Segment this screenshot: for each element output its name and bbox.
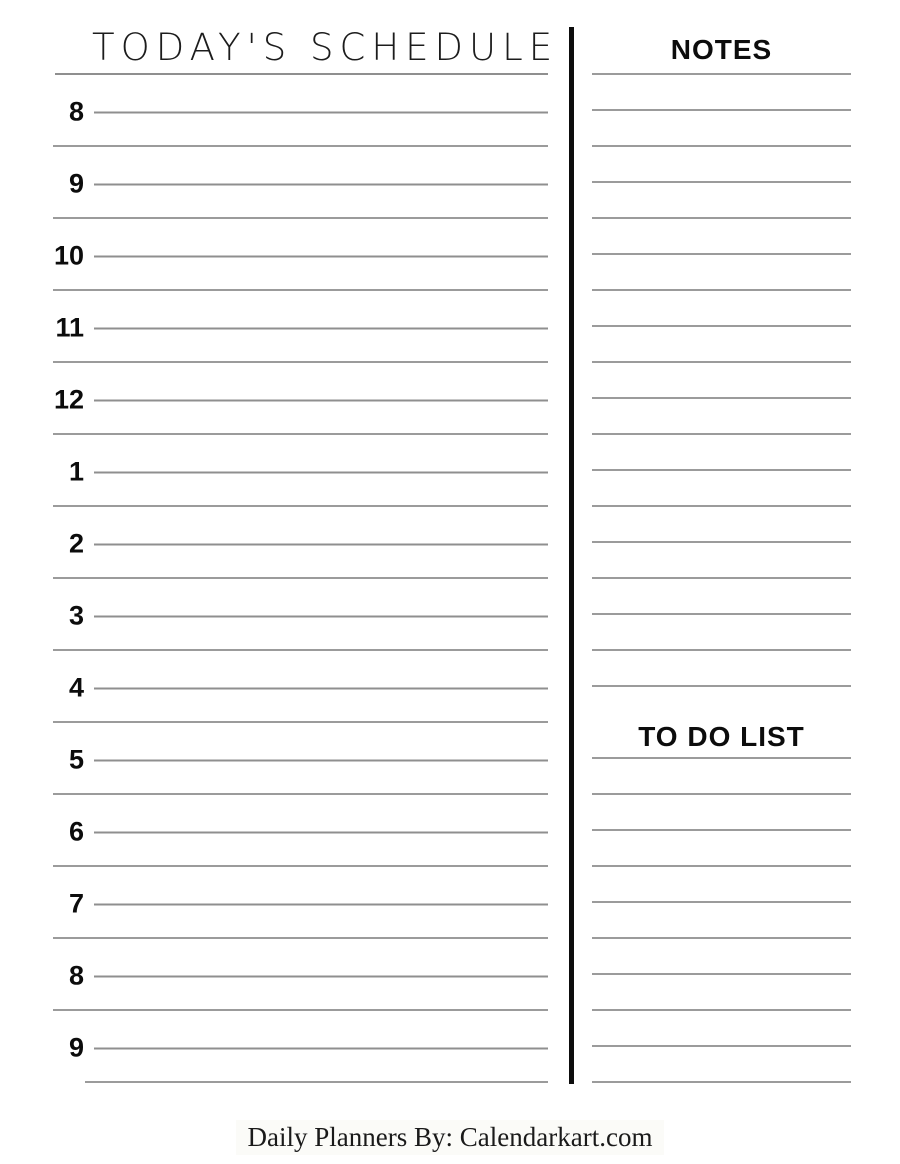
todo-ruled-line (592, 1047, 851, 1083)
hour-entry-line (94, 183, 548, 185)
todo-ruled-line (592, 831, 851, 867)
hour-entry-line (94, 759, 548, 761)
hour-label: 10 (53, 240, 84, 271)
hour-line-row (40, 528, 548, 559)
hour-line-row (40, 672, 548, 703)
notes-ruled-line (592, 291, 851, 327)
todo-ruled-line (592, 1011, 851, 1047)
schedule-hour-row (40, 147, 548, 219)
hour-line-row (40, 960, 548, 991)
hour-line-row (40, 888, 548, 919)
hour-line-row (40, 312, 548, 343)
schedule-hour-row (40, 363, 548, 435)
schedule-hour-row (40, 507, 548, 579)
hour-label: 1 (68, 456, 84, 487)
schedule-hour-row (40, 939, 548, 1011)
notes-ruled-line (592, 543, 851, 579)
notes-lines (592, 75, 851, 687)
hour-entry-line (94, 903, 548, 905)
hour-label: 2 (68, 528, 84, 559)
notes-ruled-line (592, 579, 851, 615)
schedule-rows (40, 75, 548, 1083)
schedule-hour-row (40, 75, 548, 147)
schedule-hour-row (40, 219, 548, 291)
hour-entry-line (94, 111, 548, 113)
hour-line-row (40, 1032, 548, 1063)
schedule-title: TODAY'S SCHEDULE (92, 26, 559, 69)
notes-column (592, 0, 851, 1083)
hour-label: 3 (68, 600, 84, 631)
schedule-hour-row (40, 723, 548, 795)
half-hour-line (85, 1081, 548, 1083)
notes-ruled-line (592, 507, 851, 543)
hour-entry-line (94, 975, 548, 977)
hour-label: 6 (68, 816, 84, 847)
hour-label: 12 (53, 384, 84, 415)
todo-ruled-line (592, 903, 851, 939)
hour-label: 8 (68, 96, 84, 127)
hour-entry-line (94, 615, 548, 617)
hour-label: 11 (55, 312, 84, 343)
schedule-hour-row (40, 1011, 548, 1083)
hour-entry-line (94, 471, 548, 473)
hour-line-row (40, 816, 548, 847)
hour-entry-line (94, 831, 548, 833)
todo-header (592, 687, 851, 759)
footer (0, 1120, 900, 1155)
notes-ruled-line (592, 471, 851, 507)
notes-ruled-line (592, 399, 851, 435)
todo-title: TO DO LIST (638, 721, 805, 752)
notes-ruled-line (592, 183, 851, 219)
todo-ruled-line (592, 795, 851, 831)
schedule-hour-row (40, 291, 548, 363)
hour-line-row (40, 744, 548, 775)
hour-entry-line (94, 255, 548, 257)
hour-line-row (40, 240, 548, 271)
hour-label: 9 (68, 168, 84, 199)
notes-title: NOTES (670, 34, 773, 65)
schedule-hour-row (40, 579, 548, 651)
notes-ruled-line (592, 435, 851, 471)
schedule-column (40, 0, 559, 1083)
hour-entry-line (94, 399, 548, 401)
hour-label: 5 (68, 744, 84, 775)
hour-line-row (40, 168, 548, 199)
notes-header (592, 0, 851, 75)
hour-label: 7 (68, 888, 84, 919)
notes-ruled-line (592, 615, 851, 651)
notes-ruled-line (592, 651, 851, 687)
todo-ruled-line (592, 867, 851, 903)
schedule-hour-row (40, 795, 548, 867)
notes-ruled-line (592, 219, 851, 255)
schedule-hour-row (40, 651, 548, 723)
schedule-header (40, 0, 559, 75)
hour-label: 8 (68, 960, 84, 991)
hour-line-row (40, 600, 548, 631)
hour-label: 9 (68, 1032, 84, 1063)
notes-ruled-line (592, 363, 851, 399)
hour-entry-line (94, 1047, 548, 1049)
notes-ruled-line (592, 147, 851, 183)
hour-entry-line (94, 687, 548, 689)
hour-line-row (40, 456, 548, 487)
notes-ruled-line (592, 111, 851, 147)
vertical-divider (569, 27, 574, 1084)
hour-line-row (40, 384, 548, 415)
footer-credit-text: Daily Planners By: Calendarkart.com (236, 1120, 665, 1155)
todo-ruled-line (592, 759, 851, 795)
notes-ruled-line (592, 75, 851, 111)
hour-line-row (40, 96, 548, 127)
notes-ruled-line (592, 327, 851, 363)
hour-entry-line (94, 327, 548, 329)
hour-entry-line (94, 543, 548, 545)
schedule-hour-row (40, 867, 548, 939)
hour-label: 4 (68, 672, 84, 703)
todo-lines (592, 759, 851, 1083)
todo-ruled-line (592, 939, 851, 975)
todo-ruled-line (592, 975, 851, 1011)
schedule-hour-row (40, 435, 548, 507)
notes-ruled-line (592, 255, 851, 291)
